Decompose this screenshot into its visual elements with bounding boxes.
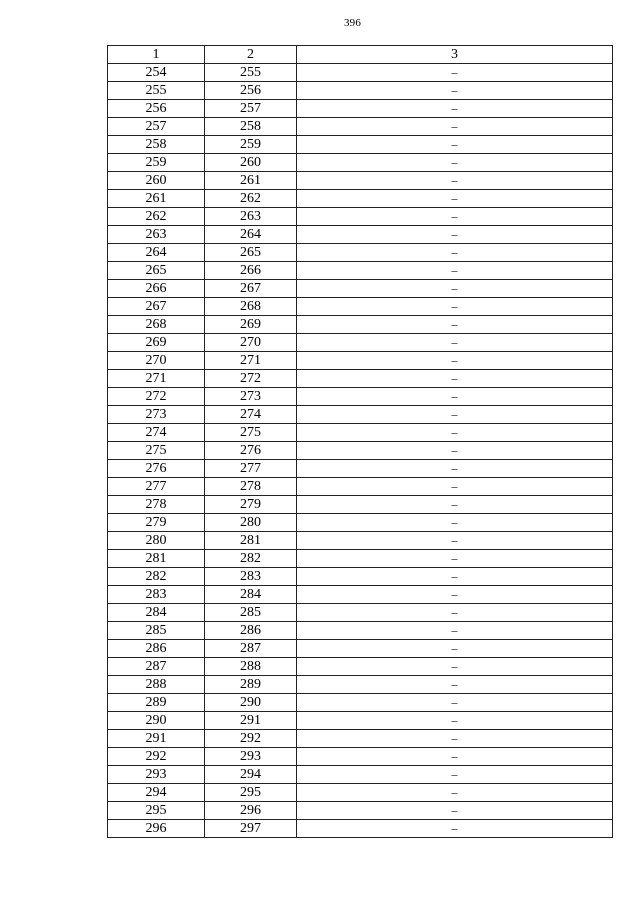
table-row bbox=[108, 298, 613, 316]
table-cell-col-3: – bbox=[297, 172, 613, 190]
table-cell-col-2: 294 bbox=[205, 766, 297, 784]
table-cell-col-1: 276 bbox=[108, 460, 205, 478]
table-row bbox=[108, 676, 613, 694]
data-table bbox=[107, 45, 613, 838]
table-cell-col-3: – bbox=[297, 316, 613, 334]
table-cell-col-1: 284 bbox=[108, 604, 205, 622]
table-row bbox=[108, 154, 613, 172]
table-row bbox=[108, 802, 613, 820]
table-cell-col-1: 262 bbox=[108, 208, 205, 226]
table-cell-col-2: 285 bbox=[205, 604, 297, 622]
table-cell-col-1: 265 bbox=[108, 262, 205, 280]
table-cell-col-3: – bbox=[297, 298, 613, 316]
table-cell-col-1: 261 bbox=[108, 190, 205, 208]
table-cell-col-1: 258 bbox=[108, 136, 205, 154]
table-row bbox=[108, 82, 613, 100]
table-cell-col-1: 266 bbox=[108, 280, 205, 298]
table-cell-col-2: 292 bbox=[205, 730, 297, 748]
table-cell-col-3: – bbox=[297, 820, 613, 838]
table-row bbox=[108, 478, 613, 496]
table-cell-col-2: 263 bbox=[205, 208, 297, 226]
table-row bbox=[108, 442, 613, 460]
table-cell-col-2: 271 bbox=[205, 352, 297, 370]
table-cell-col-3: – bbox=[297, 586, 613, 604]
table-cell-col-2: 281 bbox=[205, 532, 297, 550]
table-cell-col-2: 297 bbox=[205, 820, 297, 838]
table-body bbox=[108, 64, 613, 838]
table-cell-col-2: 272 bbox=[205, 370, 297, 388]
table-cell-col-1: 268 bbox=[108, 316, 205, 334]
table-cell-col-2: 291 bbox=[205, 712, 297, 730]
table-row bbox=[108, 730, 613, 748]
table-cell-col-3: – bbox=[297, 748, 613, 766]
table-cell-col-2: 267 bbox=[205, 280, 297, 298]
table-cell-col-3: – bbox=[297, 784, 613, 802]
table-row bbox=[108, 532, 613, 550]
table-cell-col-2: 279 bbox=[205, 496, 297, 514]
page-number: 396 bbox=[343, 17, 362, 29]
table-cell-col-2: 260 bbox=[205, 154, 297, 172]
table-cell-col-2: 289 bbox=[205, 676, 297, 694]
table-cell-col-2: 269 bbox=[205, 316, 297, 334]
table-cell-col-1: 254 bbox=[108, 64, 205, 82]
table-cell-col-3: – bbox=[297, 730, 613, 748]
table-row bbox=[108, 766, 613, 784]
table-row bbox=[108, 514, 613, 532]
table-row bbox=[108, 226, 613, 244]
table-cell-col-3: – bbox=[297, 352, 613, 370]
table-cell-col-3: – bbox=[297, 640, 613, 658]
table-cell-col-1: 264 bbox=[108, 244, 205, 262]
table-row bbox=[108, 748, 613, 766]
table-cell-col-2: 262 bbox=[205, 190, 297, 208]
table-cell-col-3: – bbox=[297, 460, 613, 478]
table-cell-col-3: – bbox=[297, 406, 613, 424]
table-cell-col-1: 269 bbox=[108, 334, 205, 352]
table-cell-col-1: 272 bbox=[108, 388, 205, 406]
table-cell-col-1: 282 bbox=[108, 568, 205, 586]
table-row bbox=[108, 64, 613, 82]
table-cell-col-2: 261 bbox=[205, 172, 297, 190]
table-cell-col-1: 274 bbox=[108, 424, 205, 442]
table-cell-col-3: – bbox=[297, 64, 613, 82]
table-row bbox=[108, 100, 613, 118]
table-cell-col-1: 290 bbox=[108, 712, 205, 730]
table-row bbox=[108, 244, 613, 262]
table-cell-col-3: – bbox=[297, 262, 613, 280]
table-cell-col-1: 293 bbox=[108, 766, 205, 784]
table-row bbox=[108, 550, 613, 568]
table-cell-col-1: 280 bbox=[108, 532, 205, 550]
table-cell-col-2: 290 bbox=[205, 694, 297, 712]
table-row bbox=[108, 496, 613, 514]
table-row bbox=[108, 622, 613, 640]
table-cell-col-2: 283 bbox=[205, 568, 297, 586]
table-cell-col-1: 267 bbox=[108, 298, 205, 316]
table-cell-col-2: 256 bbox=[205, 82, 297, 100]
table-cell-col-3: – bbox=[297, 190, 613, 208]
table-row bbox=[108, 604, 613, 622]
table-cell-col-1: 279 bbox=[108, 514, 205, 532]
table-cell-col-1: 270 bbox=[108, 352, 205, 370]
table-cell-col-1: 291 bbox=[108, 730, 205, 748]
table-cell-col-3: – bbox=[297, 370, 613, 388]
table-cell-col-3: – bbox=[297, 280, 613, 298]
table-row bbox=[108, 334, 613, 352]
table-cell-col-1: 257 bbox=[108, 118, 205, 136]
table-cell-col-3: – bbox=[297, 622, 613, 640]
table-cell-col-3: – bbox=[297, 226, 613, 244]
table-cell-col-3: – bbox=[297, 388, 613, 406]
table-cell-col-2: 266 bbox=[205, 262, 297, 280]
table-cell-col-2: 276 bbox=[205, 442, 297, 460]
table-cell-col-2: 282 bbox=[205, 550, 297, 568]
table-cell-col-2: 275 bbox=[205, 424, 297, 442]
table-cell-col-3: – bbox=[297, 568, 613, 586]
header-row bbox=[108, 46, 613, 64]
table-cell-col-1: 273 bbox=[108, 406, 205, 424]
table-cell-col-2: 277 bbox=[205, 460, 297, 478]
table-row bbox=[108, 280, 613, 298]
table-row bbox=[108, 406, 613, 424]
table-cell-col-3: – bbox=[297, 676, 613, 694]
table-cell-col-3: – bbox=[297, 766, 613, 784]
table-cell-col-2: 259 bbox=[205, 136, 297, 154]
table-cell-col-2: 288 bbox=[205, 658, 297, 676]
table-cell-col-2: 265 bbox=[205, 244, 297, 262]
table-cell-col-3: – bbox=[297, 208, 613, 226]
table-cell-col-2: 280 bbox=[205, 514, 297, 532]
table-row bbox=[108, 208, 613, 226]
table-cell-col-3: – bbox=[297, 100, 613, 118]
table-row bbox=[108, 424, 613, 442]
table-row bbox=[108, 352, 613, 370]
table-cell-col-3: – bbox=[297, 604, 613, 622]
table-cell-col-3: – bbox=[297, 136, 613, 154]
column-header-1: 1 bbox=[108, 46, 205, 64]
table-cell-col-3: – bbox=[297, 334, 613, 352]
table-cell-col-3: – bbox=[297, 514, 613, 532]
table-cell-col-2: 274 bbox=[205, 406, 297, 424]
table-cell-col-1: 275 bbox=[108, 442, 205, 460]
table-cell-col-2: 293 bbox=[205, 748, 297, 766]
table-cell-col-1: 256 bbox=[108, 100, 205, 118]
table-cell-col-2: 287 bbox=[205, 640, 297, 658]
table-cell-col-1: 260 bbox=[108, 172, 205, 190]
table-cell-col-1: 271 bbox=[108, 370, 205, 388]
table-cell-col-1: 285 bbox=[108, 622, 205, 640]
table-cell-col-1: 295 bbox=[108, 802, 205, 820]
table-cell-col-1: 281 bbox=[108, 550, 205, 568]
table-cell-col-1: 263 bbox=[108, 226, 205, 244]
table-cell-col-1: 259 bbox=[108, 154, 205, 172]
table-cell-col-2: 295 bbox=[205, 784, 297, 802]
table-cell-col-1: 283 bbox=[108, 586, 205, 604]
table-cell-col-3: – bbox=[297, 424, 613, 442]
table-row bbox=[108, 118, 613, 136]
table-cell-col-1: 286 bbox=[108, 640, 205, 658]
table-row bbox=[108, 388, 613, 406]
table-row bbox=[108, 172, 613, 190]
table-row bbox=[108, 136, 613, 154]
table-cell-col-1: 277 bbox=[108, 478, 205, 496]
table-cell-col-3: – bbox=[297, 712, 613, 730]
table-row bbox=[108, 316, 613, 334]
table-cell-col-1: 292 bbox=[108, 748, 205, 766]
table-cell-col-2: 258 bbox=[205, 118, 297, 136]
table-row bbox=[108, 712, 613, 730]
table-row bbox=[108, 190, 613, 208]
table-cell-col-3: – bbox=[297, 802, 613, 820]
table-cell-col-3: – bbox=[297, 442, 613, 460]
table-cell-col-3: – bbox=[297, 82, 613, 100]
table-cell-col-3: – bbox=[297, 118, 613, 136]
table-cell-col-1: 288 bbox=[108, 676, 205, 694]
column-header-2: 2 bbox=[205, 46, 297, 64]
table-cell-col-2: 278 bbox=[205, 478, 297, 496]
table-cell-col-2: 273 bbox=[205, 388, 297, 406]
column-header-3: 3 bbox=[297, 46, 613, 64]
table-cell-col-2: 284 bbox=[205, 586, 297, 604]
table-cell-col-2: 257 bbox=[205, 100, 297, 118]
table-row bbox=[108, 370, 613, 388]
table-row bbox=[108, 568, 613, 586]
table-cell-col-3: – bbox=[297, 496, 613, 514]
table-row bbox=[108, 820, 613, 838]
table-cell-col-3: – bbox=[297, 154, 613, 172]
table-cell-col-1: 296 bbox=[108, 820, 205, 838]
table-cell-col-2: 270 bbox=[205, 334, 297, 352]
table-cell-col-2: 286 bbox=[205, 622, 297, 640]
table-cell-col-1: 255 bbox=[108, 82, 205, 100]
table-row bbox=[108, 460, 613, 478]
table-cell-col-3: – bbox=[297, 550, 613, 568]
table-cell-col-2: 268 bbox=[205, 298, 297, 316]
table-row bbox=[108, 586, 613, 604]
table-header bbox=[108, 46, 613, 64]
table-row bbox=[108, 640, 613, 658]
table-cell-col-2: 264 bbox=[205, 226, 297, 244]
table-cell-col-2: 255 bbox=[205, 64, 297, 82]
table-row bbox=[108, 784, 613, 802]
table-cell-col-1: 294 bbox=[108, 784, 205, 802]
table-cell-col-1: 287 bbox=[108, 658, 205, 676]
table-cell-col-1: 289 bbox=[108, 694, 205, 712]
table-row bbox=[108, 694, 613, 712]
table-row bbox=[108, 658, 613, 676]
table-cell-col-3: – bbox=[297, 658, 613, 676]
table-cell-col-2: 296 bbox=[205, 802, 297, 820]
table-cell-col-3: – bbox=[297, 244, 613, 262]
table-cell-col-3: – bbox=[297, 694, 613, 712]
table-cell-col-3: – bbox=[297, 532, 613, 550]
table-cell-col-1: 278 bbox=[108, 496, 205, 514]
table-cell-col-3: – bbox=[297, 478, 613, 496]
table-row bbox=[108, 262, 613, 280]
